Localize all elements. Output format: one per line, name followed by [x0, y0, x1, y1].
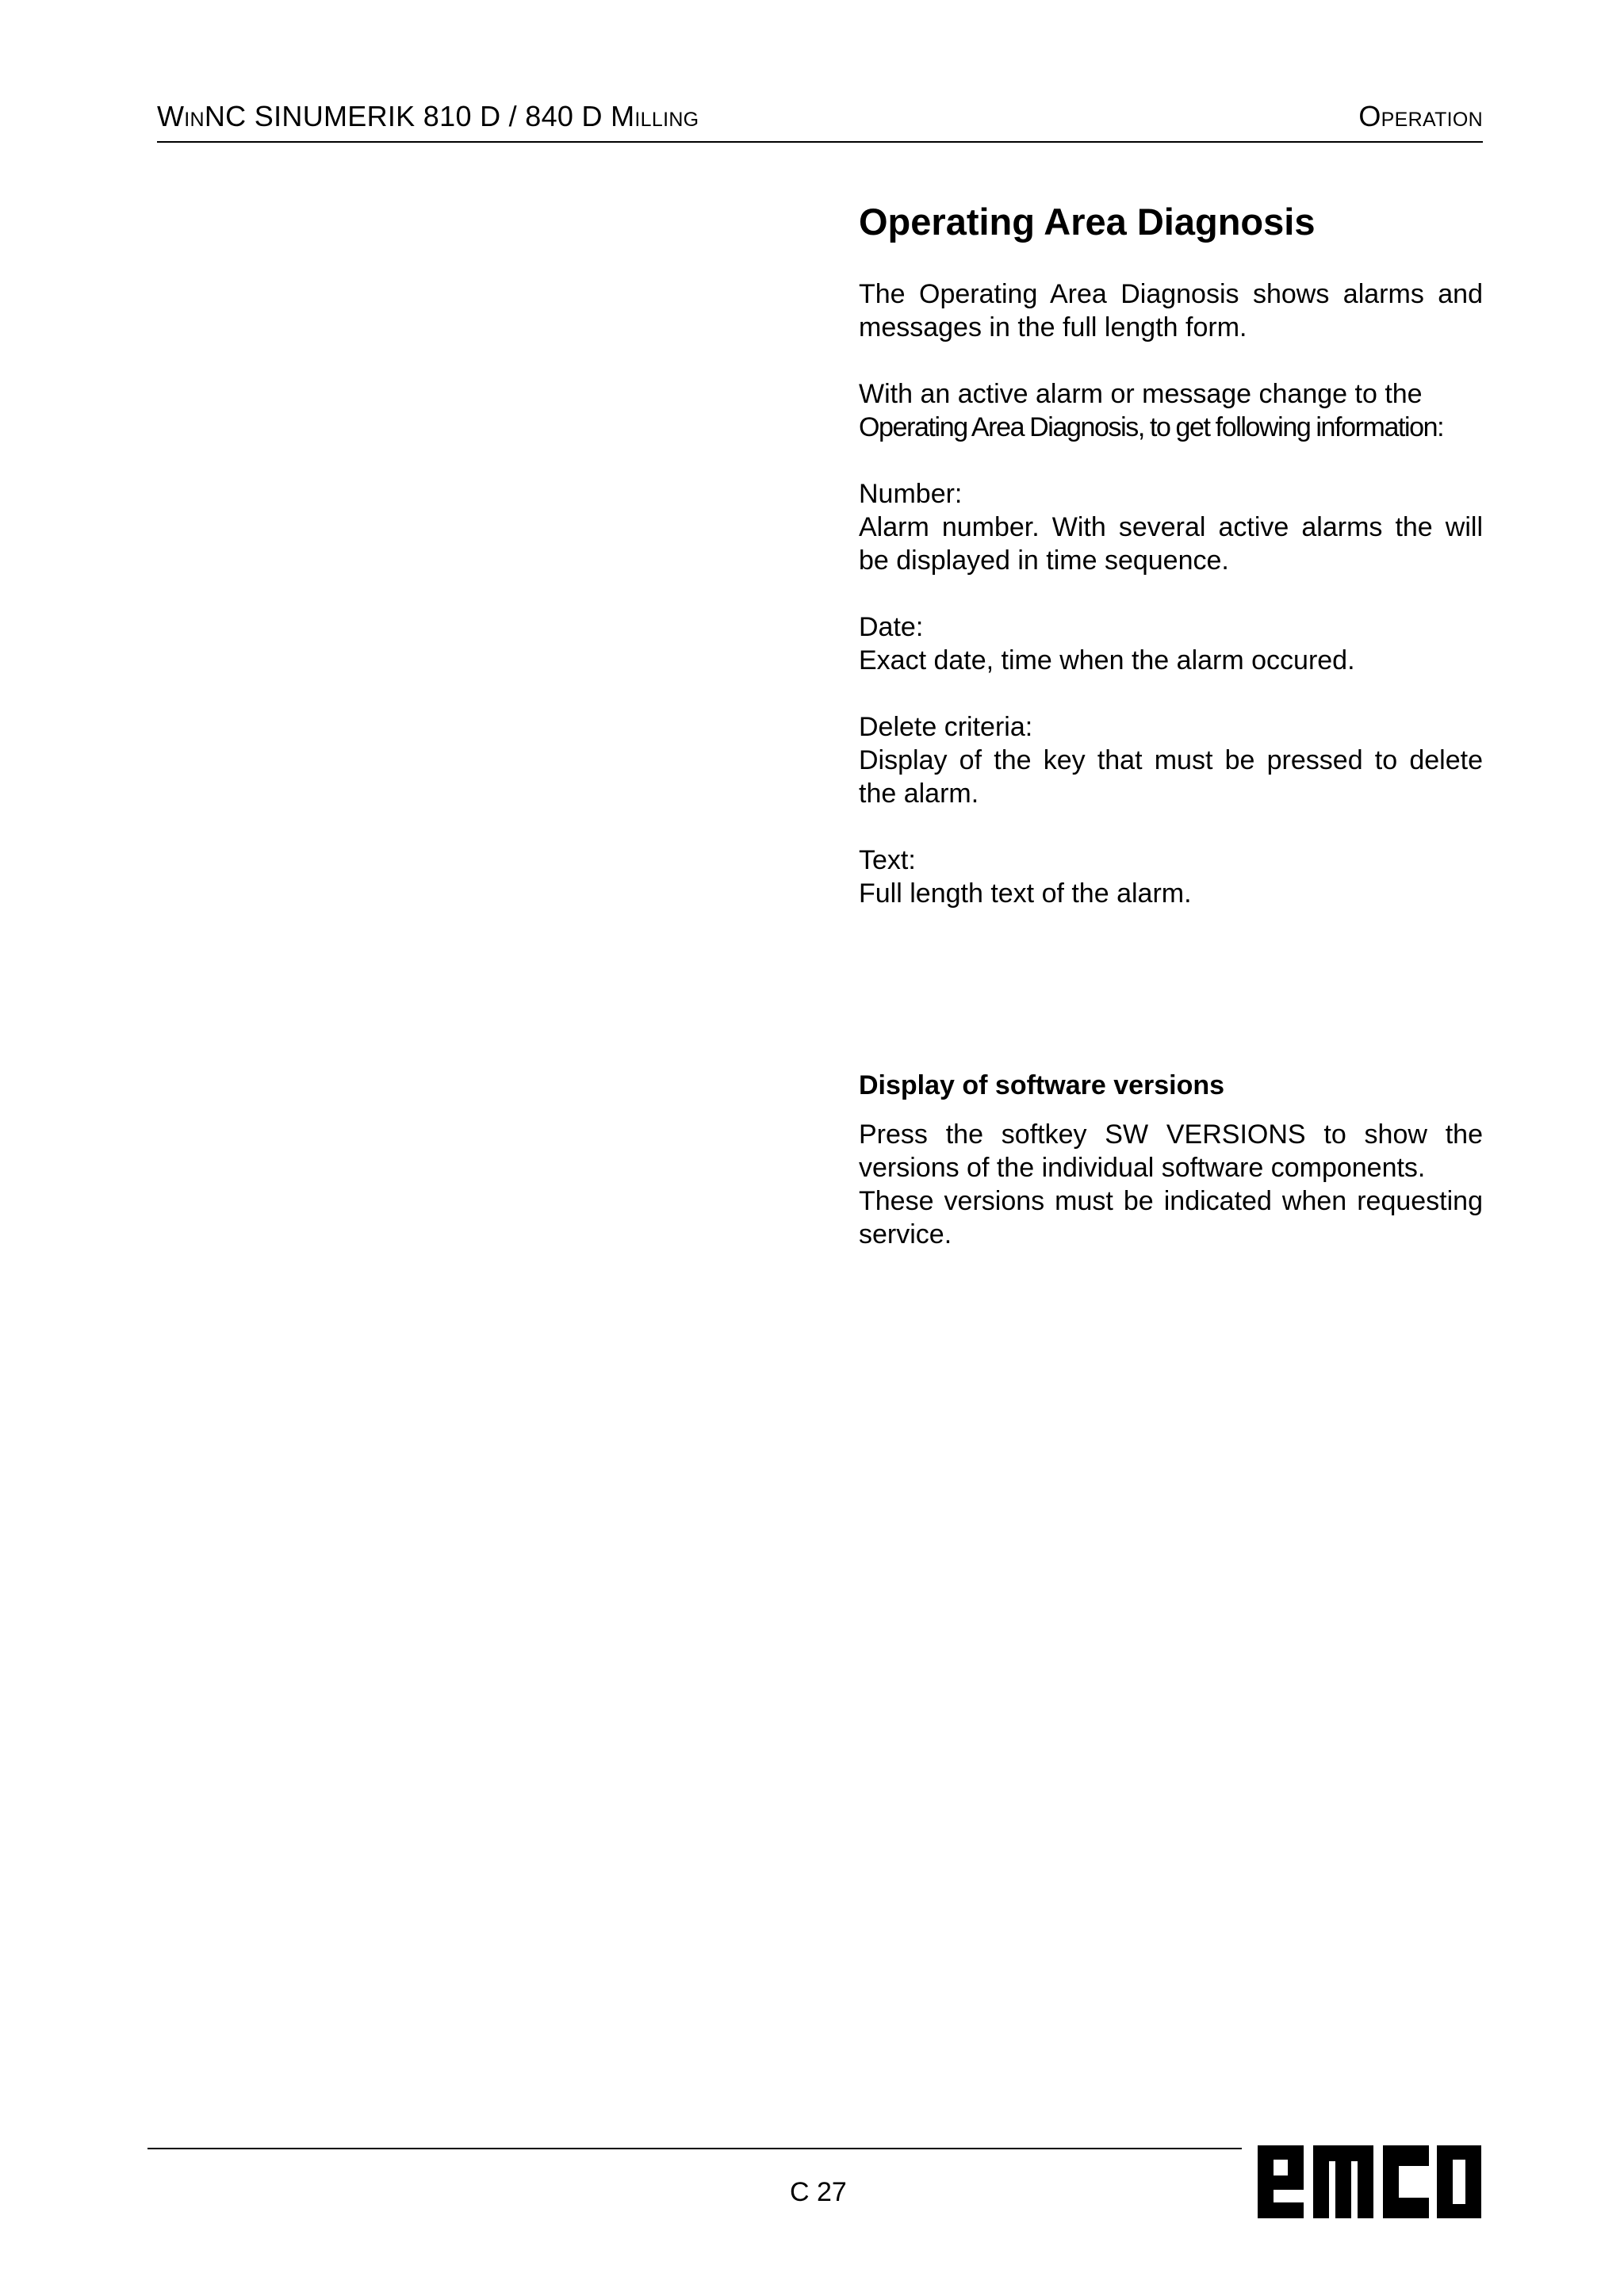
software-versions-heading: Display of software versions: [859, 1070, 1225, 1101]
software-versions-text-1: Press the softkey SW VERSIONS to show the versions of the individual software components.: [859, 1119, 1483, 1184]
text-paragraph: [859, 844, 1483, 910]
page-header: [157, 94, 1483, 143]
date-label: Date:: [859, 612, 924, 643]
page-number: C 27: [790, 2177, 847, 2207]
software-versions-text-2: These versions must be indicated when requesting service.: [859, 1186, 1483, 1250]
delete-criteria-label: Delete criteria:: [859, 712, 1033, 743]
page-title: Operating Area Diagnosis: [859, 201, 1316, 243]
number-label: Number:: [859, 479, 963, 510]
intro-paragraph: The Operating Area Diagnosis shows alarms and messages in the full length form.: [859, 279, 1483, 343]
section-title: Operation: [1358, 100, 1483, 132]
footer-rule: [147, 2148, 1242, 2149]
date-text: Exact date, time when the alarm occured.: [859, 645, 1355, 676]
active-alarm-line-1: With an active alarm or message change to the: [859, 379, 1423, 410]
text-label: Text:: [859, 845, 916, 876]
delete-criteria-text: Display of the key that must be pressed to delete the alarm.: [859, 745, 1483, 809]
main-content: [859, 200, 1483, 1284]
number-paragraph: [859, 477, 1483, 577]
text-text: Full length text of the alarm.: [859, 878, 1192, 909]
number-text: Alarm number. With several active alarms the will be displayed in time sequence.: [859, 512, 1483, 576]
software-versions-paragraph: [859, 1118, 1483, 1251]
delete-criteria-paragraph: [859, 710, 1483, 810]
emco-logo: [1256, 2144, 1483, 2220]
date-paragraph: [859, 610, 1483, 677]
active-alarm-paragraph: [859, 377, 1483, 444]
active-alarm-line-2: Operating Area Diagnosis, to get following information:: [859, 412, 1444, 443]
document-title: WinNC SINUMERIK 810 D / 840 D Milling: [157, 100, 699, 132]
